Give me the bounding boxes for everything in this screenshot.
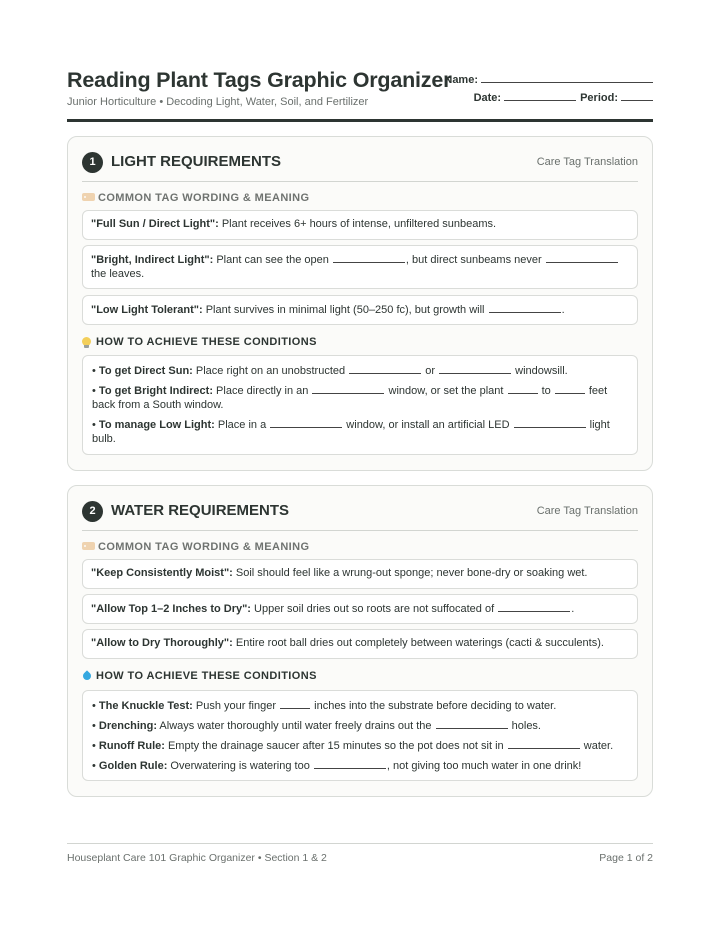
wording-card: "Low Light Tolerant": Plant survives in minimal light (50–250 fc), but growth will .	[82, 295, 638, 325]
footer-divider	[67, 843, 653, 844]
list-item: • Golden Rule: Overwatering is watering too , not giving too much water in one drink!	[92, 760, 582, 772]
name-field	[444, 73, 653, 86]
list-item: • Runoff Rule: Empty the drainage saucer after 15 minutes so the pot does not sit in water.	[92, 740, 614, 752]
list-item: • Drenching: Always water thoroughly until water freely drains out the holes.	[92, 720, 541, 732]
fill-in-blank[interactable]	[439, 363, 511, 374]
wording-subheading: COMMON TAG WORDING & MEANING	[82, 192, 309, 204]
howto-subheading: HOW TO ACHIEVE THESE CONDITIONS	[82, 336, 317, 348]
worksheet-page	[67, 0, 653, 932]
header-divider	[67, 119, 653, 122]
water-drop-icon	[81, 670, 92, 681]
section-number-badge: 1	[82, 152, 103, 173]
fill-in-blank[interactable]	[508, 738, 580, 749]
date-label: Date:	[473, 92, 502, 104]
name-blank-line	[481, 73, 653, 83]
fill-in-blank[interactable]	[514, 417, 586, 428]
fill-in-blank[interactable]	[270, 417, 342, 428]
fill-in-blank[interactable]	[280, 698, 310, 709]
wording-card: "Keep Consistently Moist": Soil should feel like a wrung-out sponge; never bone-dry or soaking wet.	[82, 559, 638, 589]
fill-in-blank[interactable]	[489, 302, 561, 313]
wording-card: "Allow to Dry Thoroughly": Entire root ball dries out completely between waterings (cacti & succulents).	[82, 629, 638, 659]
list-item: • To get Direct Sun: Place right on an unobstructed or windowsill.	[92, 365, 568, 377]
list-item: • The Knuckle Test: Push your finger inches into the substrate before deciding to water.	[92, 700, 557, 712]
section-heading	[82, 499, 638, 531]
section-title: WATER REQUIREMENTS	[111, 502, 290, 519]
water-requirements-section	[67, 485, 653, 797]
fill-in-blank[interactable]	[436, 718, 508, 729]
date-period-fields	[474, 91, 653, 104]
period-label: Period:	[580, 92, 618, 104]
page-subtitle: Junior Horticulture • Decoding Light, Water, Soil, and Fertilizer	[67, 96, 369, 108]
fill-in-blank[interactable]	[508, 383, 538, 394]
period-blank-line	[621, 91, 653, 101]
fill-in-blank[interactable]	[349, 363, 421, 374]
howto-card	[82, 355, 638, 455]
section-title: LIGHT REQUIREMENTS	[111, 153, 282, 170]
howto-card	[82, 690, 638, 781]
fill-in-blank[interactable]	[555, 383, 585, 394]
fill-in-blank[interactable]	[333, 252, 405, 263]
tag-icon	[82, 193, 95, 201]
wording-subheading: COMMON TAG WORDING & MEANING	[82, 541, 309, 553]
fill-in-blank[interactable]	[498, 601, 570, 612]
date-blank-line	[504, 91, 576, 101]
fill-in-blank[interactable]	[546, 252, 618, 263]
wording-card: "Full Sun / Direct Light": Plant receives 6+ hours of intense, unfiltered sunbeams.	[82, 210, 638, 240]
list-item: • To manage Low Light: Place in a window, or install an artificial LED light bulb.	[92, 419, 610, 445]
page-title: Reading Plant Tags Graphic Organizer	[67, 68, 452, 92]
section-heading	[82, 150, 638, 182]
name-label: Name:	[444, 74, 478, 86]
tag-icon	[82, 542, 95, 550]
light-requirements-section	[67, 136, 653, 471]
section-number-badge: 2	[82, 501, 103, 522]
wording-card: "Allow Top 1–2 Inches to Dry": Upper soil dries out so roots are not suffocated of .	[82, 594, 638, 624]
wording-card: "Bright, Indirect Light": Plant can see the open , but direct sunbeams never the leaves.	[82, 245, 638, 289]
lightbulb-icon	[82, 337, 91, 346]
page-number: Page 1 of 2	[599, 852, 653, 864]
worksheet-header	[67, 68, 653, 122]
howto-subheading: HOW TO ACHIEVE THESE CONDITIONS	[82, 670, 317, 682]
list-item: • To get Bright Indirect: Place directly in an window, or set the plant to feet back from a South window.	[92, 385, 608, 411]
section-tag: Care Tag Translation	[536, 505, 638, 517]
fill-in-blank[interactable]	[314, 758, 386, 769]
section-tag: Care Tag Translation	[536, 156, 638, 168]
footer-left: Houseplant Care 101 Graphic Organizer • Section 1 & 2	[67, 852, 327, 864]
fill-in-blank[interactable]	[312, 383, 384, 394]
